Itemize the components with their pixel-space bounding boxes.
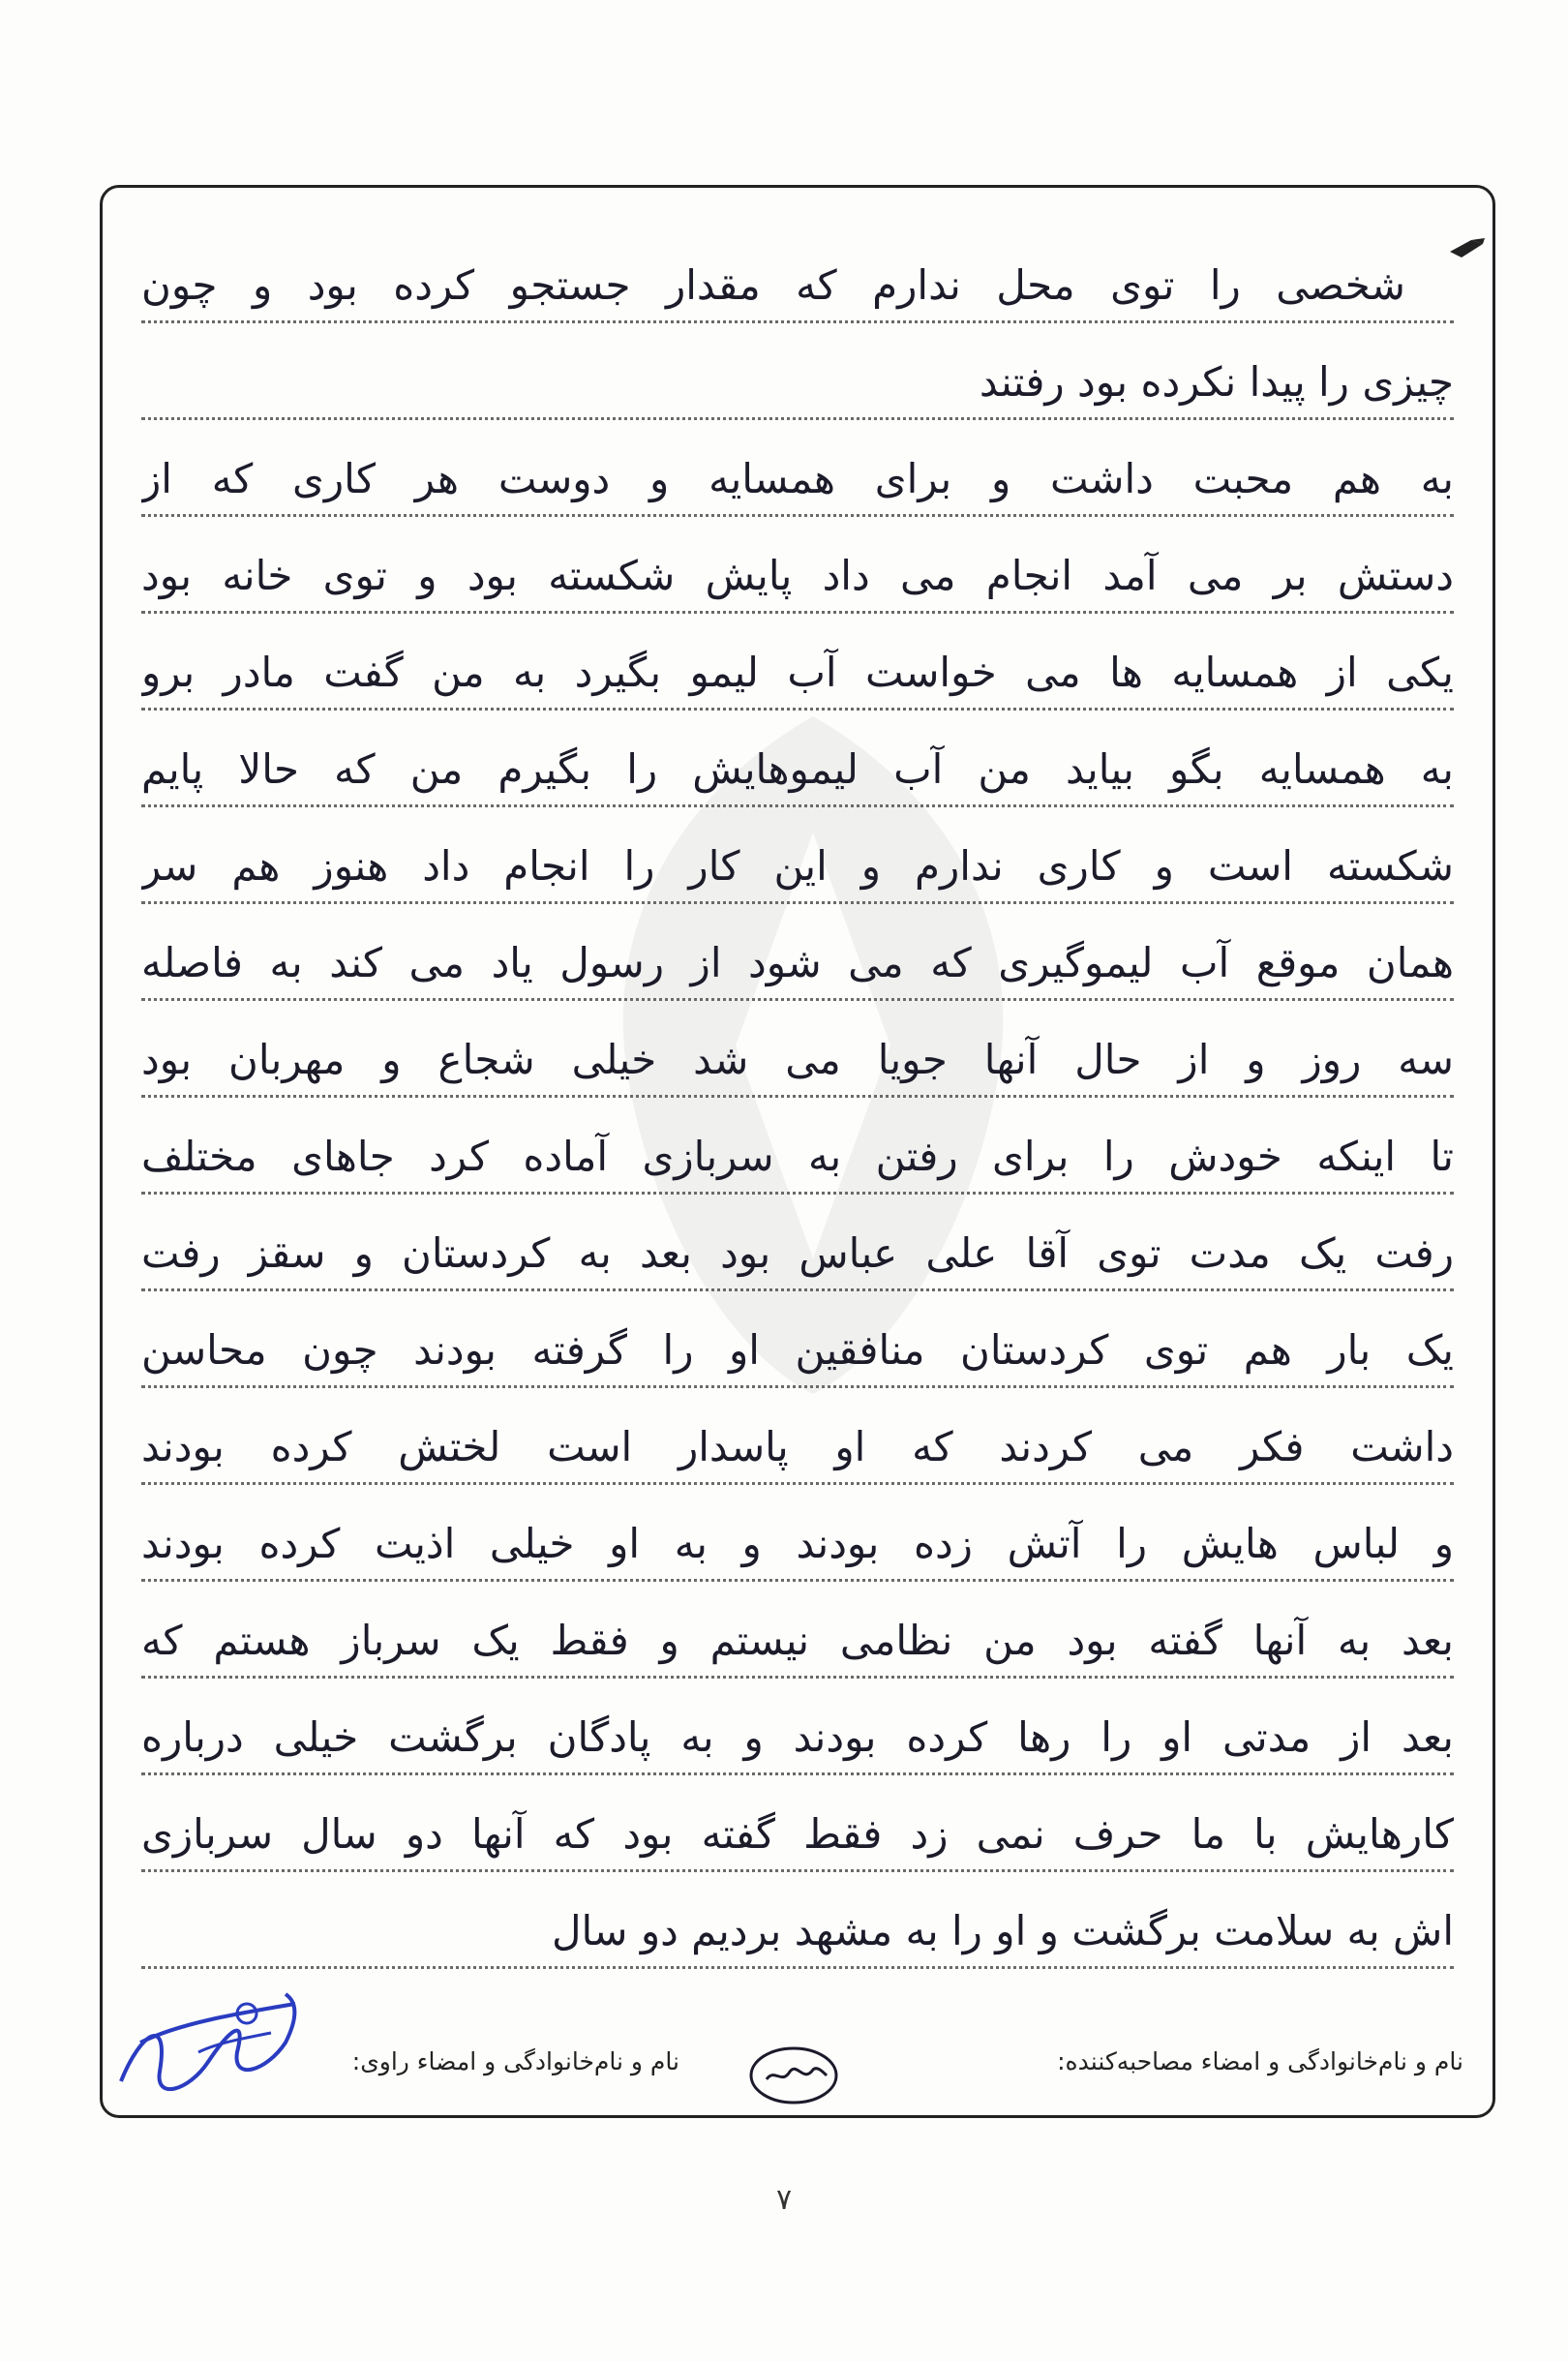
handwritten-line-text: به همسایه بگو بیاید من آب لیموهایش را بگیرم من که حالا پایم: [141, 745, 1454, 793]
interviewer-signature: [745, 2041, 842, 2108]
pen-icon: [1448, 234, 1487, 263]
ruled-line: [141, 1775, 1454, 1872]
narrator-signature: [102, 1975, 315, 2110]
interviewer-signature-text: محمدرضا: [767, 2072, 821, 2087]
ruled-line: [141, 904, 1454, 1001]
handwritten-line-text: اش به سلامت برگشت و او را به مشهد بردیم دو سال: [551, 1907, 1454, 1954]
ruled-line: [141, 614, 1454, 711]
handwritten-line-text: تا اینکه خودش را برای رفتن به سربازی آماده کرد جاهای مختلف: [141, 1133, 1454, 1180]
ruled-line: [141, 1388, 1454, 1485]
ruled-line: [141, 807, 1454, 904]
ruled-line: [141, 1195, 1454, 1291]
ruled-line: [141, 420, 1454, 517]
handwritten-line-text: یک بار هم توی کردستان منافقین او را گرفته بودند چون محاسن: [141, 1326, 1454, 1374]
narrator-signature-label: نام و نام‌خانوادگی و امضاء راوی:: [351, 2047, 679, 2075]
ruled-line: [141, 1291, 1454, 1388]
ruled-line: [141, 711, 1454, 807]
ruled-line: [141, 323, 1454, 420]
page-number: ۷: [775, 2183, 793, 2217]
handwritten-line-text: چیزی را پیدا نکرده بود رفتند: [979, 358, 1454, 406]
ruled-line: [141, 1098, 1454, 1195]
handwritten-line-text: شکسته است و کاری ندارم و این کار را انجام داد هنوز هم سر: [141, 842, 1454, 890]
handwritten-line-text: شخصی را توی محل ندارم که مقدار جستجو کرده بود و چون: [141, 261, 1405, 309]
ruled-line: [141, 1001, 1454, 1098]
interview-form-sheet: [100, 185, 1495, 2118]
handwritten-line-text: بعد به آنها گفته بود من نظامی نیستم و فقط یک سرباز هستم که: [141, 1617, 1454, 1664]
ruled-line: [141, 517, 1454, 614]
handwritten-line-text: داشت فکر می کردند که او پاسدار است لختش کرده بودند: [141, 1423, 1454, 1470]
handwritten-line-text: و لباس هایش را آتش زده بودند و به او خیلی اذیت کرده بودند: [141, 1520, 1454, 1567]
handwritten-line-text: همان موقع آب لیموگیری که می شود از رسول یاد می کند به فاصله: [141, 939, 1454, 986]
handwritten-line-text: یکی از همسایه ها می خواست آب لیمو بگیرد به من گفت مادر برو: [141, 649, 1454, 696]
handwritten-line-text: کارهایش با ما حرف نمی زد فقط گفته بود که آنها دو سال سربازی: [141, 1810, 1454, 1858]
handwritten-line-text: رفت یک مدت توی آقا علی عباس بود بعد به کردستان و سقز رفت: [141, 1229, 1454, 1277]
ruled-line: [141, 1872, 1454, 1969]
ruled-line: [141, 227, 1454, 323]
ruled-line: [141, 1679, 1454, 1775]
ruled-line: [141, 1582, 1454, 1679]
handwritten-line-text: سه روز و از حال آنها جویا می شد خیلی شجاع و مهربان بود: [141, 1036, 1454, 1083]
interviewer-signature-label: نام و نام‌خانوادگی و امضاء مصاحبه‌کننده:: [1057, 2047, 1463, 2075]
handwritten-line-text: به هم محبت داشت و برای همسایه و دوست هر کاری که از: [141, 455, 1454, 502]
handwritten-line-text: بعد از مدتی او را رها کرده بودند و به پادگان برگشت خیلی درباره: [141, 1713, 1454, 1761]
handwritten-line-text: دستش بر می آمد انجام می داد پایش شکسته بود و توی خانه بود: [141, 552, 1454, 599]
ruled-line: [141, 1485, 1454, 1582]
